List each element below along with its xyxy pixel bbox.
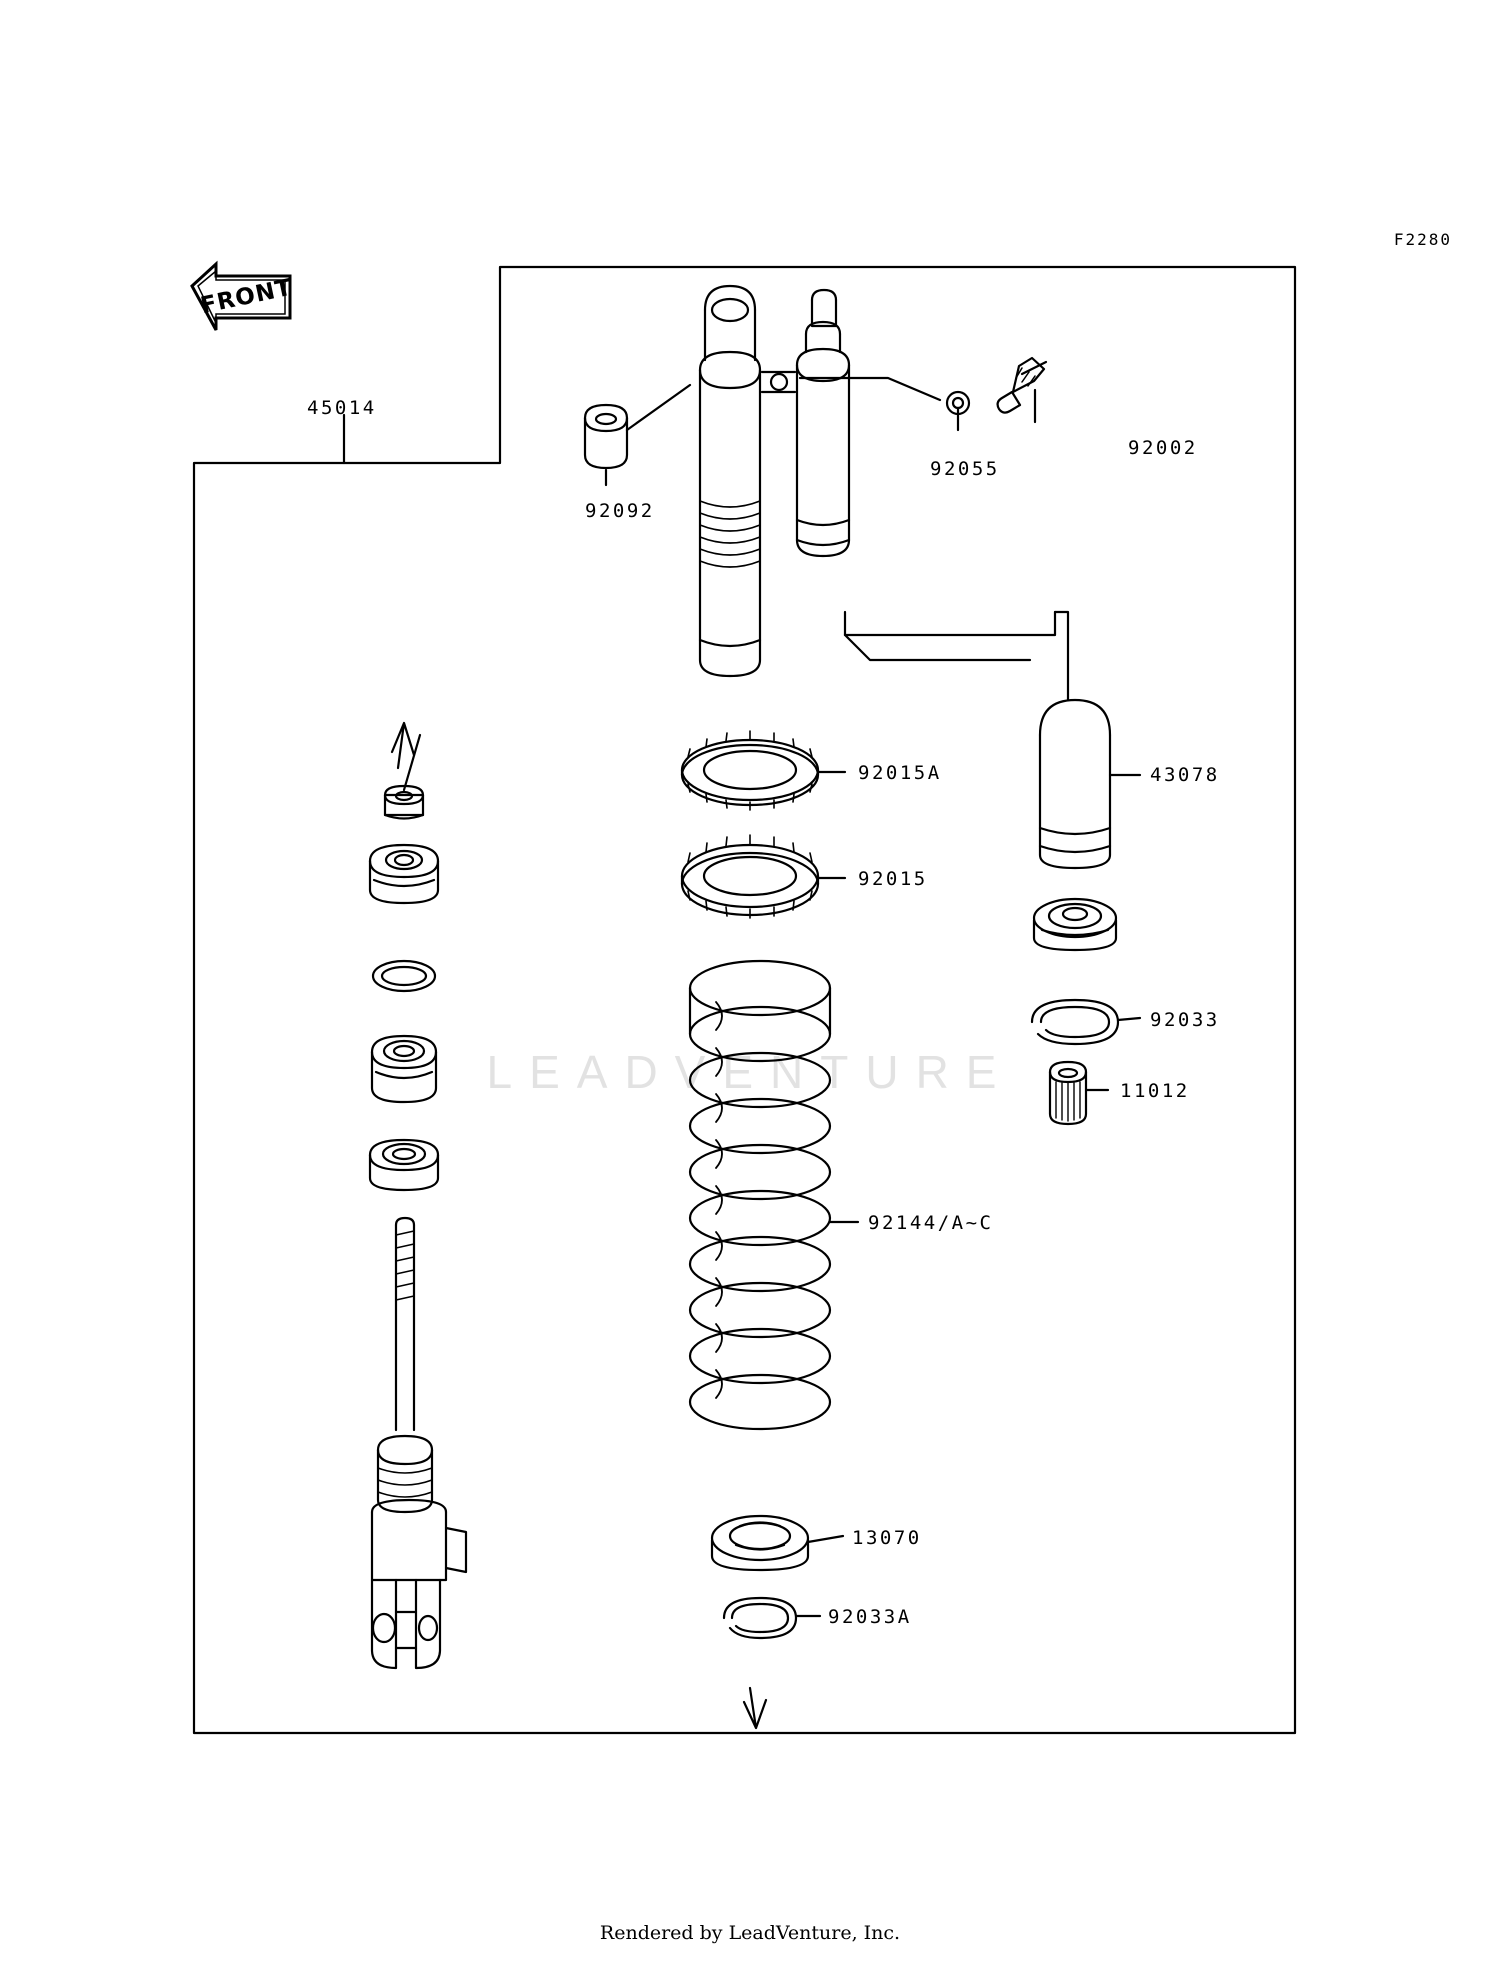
part-label-spring: 92144/A~C (868, 1212, 994, 1234)
part-label-locknut: 92015 (858, 868, 928, 890)
part-label-spring-seat: 13070 (852, 1527, 922, 1549)
part-label-circlip: 92033 (1150, 1009, 1220, 1031)
part-label-bumper: 43078 (1150, 764, 1220, 786)
part-label-locknut-upper: 92015A (858, 762, 942, 784)
front-badge-text: FRONT (198, 274, 295, 320)
part-label-oring: 92055 (930, 458, 1000, 480)
part-label-bolt: 92002 (1128, 437, 1198, 459)
diagram-code-label: F2280 (1393, 230, 1452, 249)
part-label-needle-bearing: 11012 (1120, 1080, 1190, 1102)
part-label-bushing: 92092 (585, 500, 655, 522)
part-label-assembly: 45014 (307, 397, 377, 419)
footer-credit: Rendered by LeadVenture, Inc. (599, 1922, 901, 1944)
watermark: LEADVENTURE (486, 1046, 1014, 1098)
part-label-snap-ring: 92033A (828, 1606, 912, 1628)
